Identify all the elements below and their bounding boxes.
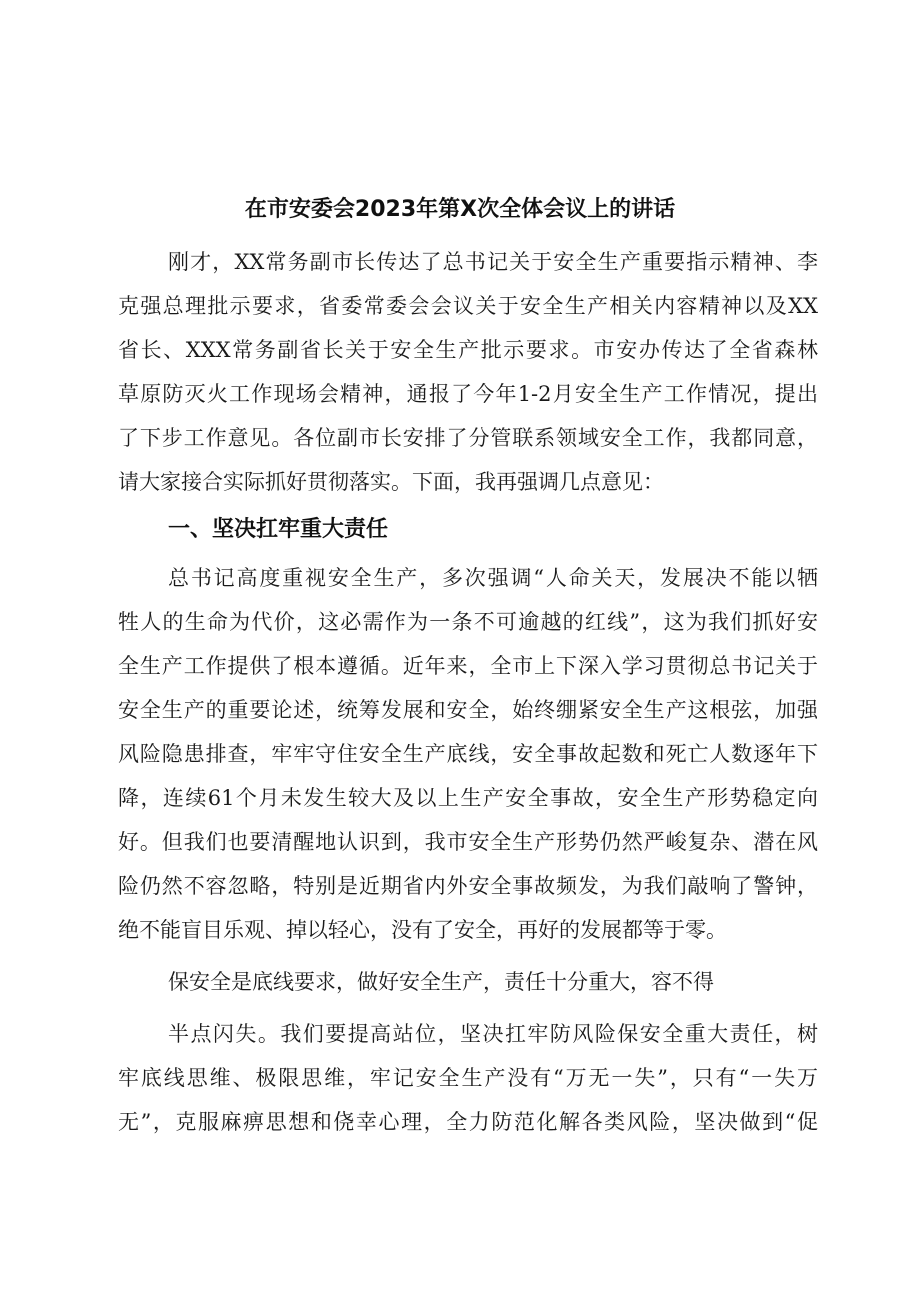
- paragraph-2-line-7: 好。但我们也要清醒地认识到，我市安全生产形势仍然严峻复杂、潜在风: [118, 830, 818, 854]
- paragraph-1-line-5: 了下步工作意见。各位副市长安排了分管联系领域安全工作，我都同意，: [118, 426, 818, 450]
- document-title: 在市安委会2023年第X次全体会议上的讲话: [244, 197, 676, 222]
- paragraph-2-line-8: 险仍然不容忽略，特别是近期省内外安全事故频发，为我们敲响了警钟，: [118, 874, 818, 898]
- paragraph-3-line-1: 保安全是底线要求，做好安全生产，责任十分重大，容不得: [168, 970, 714, 994]
- paragraph-4-line-1: 半点闪失。我们要提高站位，坚决扛牢防风险保安全重大责任，树: [168, 1022, 818, 1046]
- paragraph-2-line-5: 风险隐患排查，牢牢守住安全生产底线，安全事故起数和死亡人数逐年下: [118, 742, 818, 766]
- paragraph-2-line-1: 总书记高度重视安全生产，多次强调“人命关天，发展决不能以牺: [168, 566, 818, 590]
- paragraph-1-line-4: 草原防灭火工作现场会精神，通报了今年1-2月安全生产工作情况，提出: [118, 382, 818, 406]
- paragraph-1-line-2: 克强总理批示要求，省委常委会会议关于安全生产相关内容精神以及XX: [118, 294, 818, 318]
- paragraph-1-line-3: 省长、XXX常务副省长关于安全生产批示要求。市安办传达了全省森林: [118, 338, 818, 362]
- paragraph-2-line-2: 牲人的生命为代价，这必需作为一条不可逾越的红线”，这为我们抓好安: [118, 610, 818, 634]
- paragraph-1-line-1: 刚才，XX常务副市长传达了总书记关于安全生产重要指示精神、李: [168, 250, 818, 274]
- paragraph-2-line-6: 降，连续61个月未发生较大及以上生产安全事故，安全生产形势稳定向: [118, 786, 818, 810]
- section-heading-1: 一、坚决扛牢重大责任: [168, 517, 389, 542]
- paragraph-2-line-4: 安全生产的重要论述，统筹发展和安全，始终绷紧安全生产这根弦，加强: [118, 698, 818, 722]
- paragraph-1-line-6: 请大家接合实际抓好贯彻落实。下面，我再强调几点意见：: [118, 470, 664, 494]
- paragraph-4-line-3: 无”，克服麻痹思想和侥幸心理，全力防范化解各类风险，坚决做到“促: [118, 1110, 818, 1134]
- paragraph-2-line-9: 绝不能盲目乐观、掉以轻心，没有了安全，再好的发展都等于零。: [118, 918, 727, 942]
- paragraph-4-line-2: 牢底线思维、极限思维，牢记安全生产没有“万无一失”，只有“一失万: [118, 1066, 818, 1090]
- paragraph-2-line-3: 全生产工作提供了根本遵循。近年来，全市上下深入学习贯彻总书记关于: [118, 654, 818, 678]
